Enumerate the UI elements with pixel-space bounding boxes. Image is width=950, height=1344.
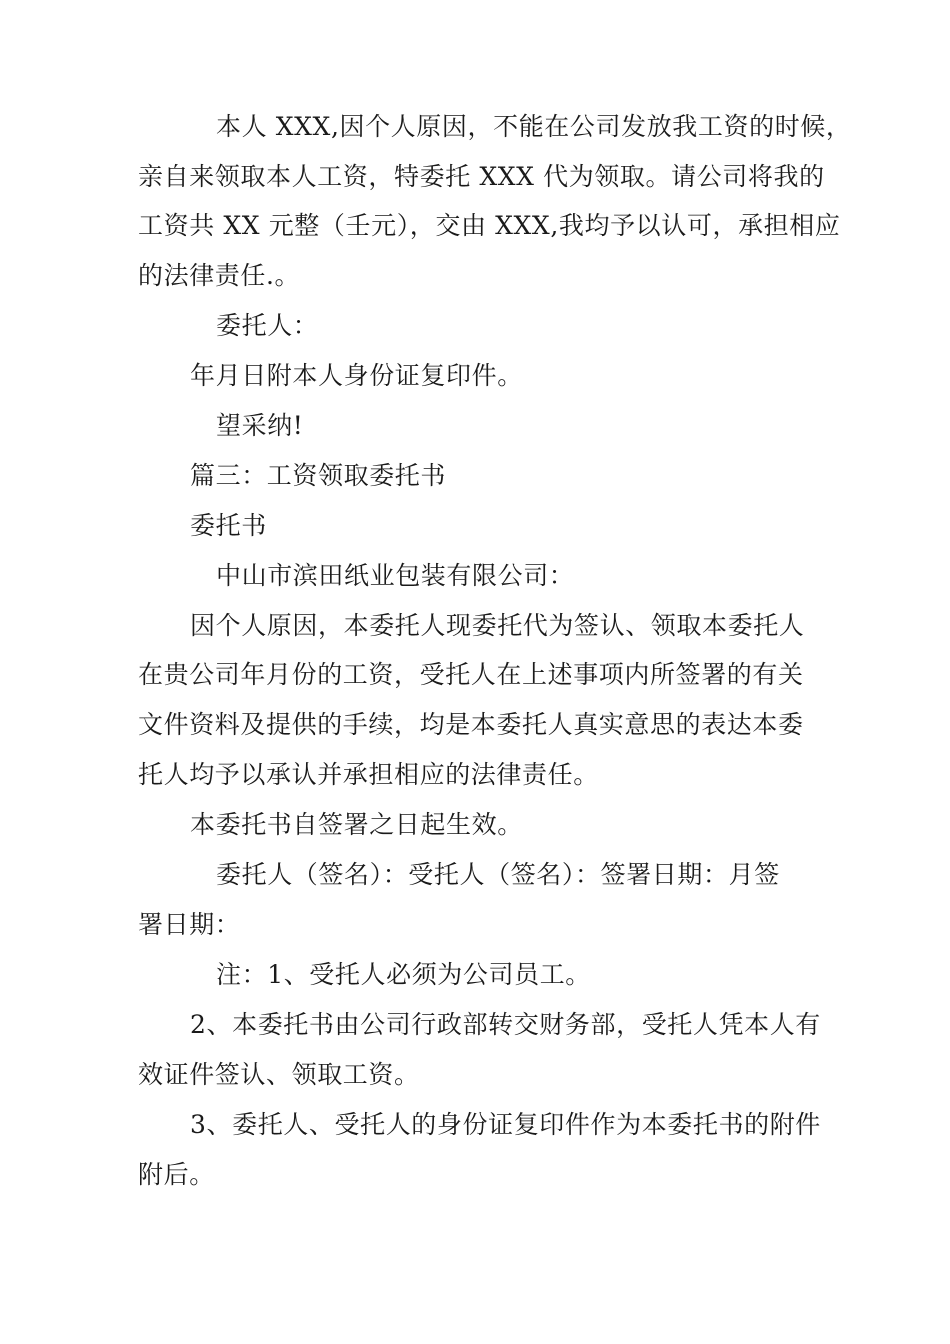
- signature-line-1: 委托人（签名）：受托人（签名）：签署日期：月签: [216, 860, 780, 889]
- paragraph-1-line-4: 的法律责任.。: [138, 261, 301, 290]
- effective-statement: 本委托书自签署之日起生效。: [190, 810, 523, 839]
- note-1: 注：1、受托人必须为公司员工。: [216, 960, 591, 989]
- section-heading: 篇三：工资领取委托书: [190, 461, 447, 490]
- signature-line-2: 署日期：: [138, 910, 241, 939]
- note-2-line-1: 2、本委托书由公司行政部转交财务部，受托人凭本人有: [190, 1010, 821, 1039]
- paragraph-2-line-2: 在贵公司年月份的工资，受托人在上述事项内所签署的有关: [138, 660, 804, 689]
- note-2-line-2: 效证件签认、领取工资。: [138, 1060, 420, 1089]
- note-3-line-1: 3、委托人、受托人的身份证复印件作为本委托书的附件: [190, 1110, 821, 1139]
- principal-label: 委托人：: [216, 311, 319, 340]
- paragraph-2-line-3: 文件资料及提供的手续，均是本委托人真实意思的表达本委: [138, 710, 804, 739]
- note-3-line-2: 附后。: [138, 1160, 215, 1189]
- document-title: 委托书: [190, 511, 267, 540]
- paragraph-1-line-3: 工资共 XX 元整（壬元），交由 XXX,我均予以认可，承担相应: [138, 211, 841, 240]
- paragraph-1-line-1: 本人 XXX,因个人原因，不能在公司发放我工资的时候，: [216, 112, 852, 141]
- closing-remark: 望采纳!: [216, 411, 304, 440]
- addressee: 中山市滨田纸业包装有限公司：: [216, 561, 575, 590]
- paragraph-1-line-2: 亲自来领取本人工资，特委托 XXX 代为领取。请公司将我的: [138, 162, 825, 191]
- date-attachment-note: 年月日附本人身份证复印件。: [190, 361, 523, 390]
- paragraph-2-line-1: 因个人原因，本委托人现委托代为签认、领取本委托人: [190, 611, 805, 640]
- paragraph-2-line-4: 托人均予以承认并承担相应的法律责任。: [138, 760, 599, 789]
